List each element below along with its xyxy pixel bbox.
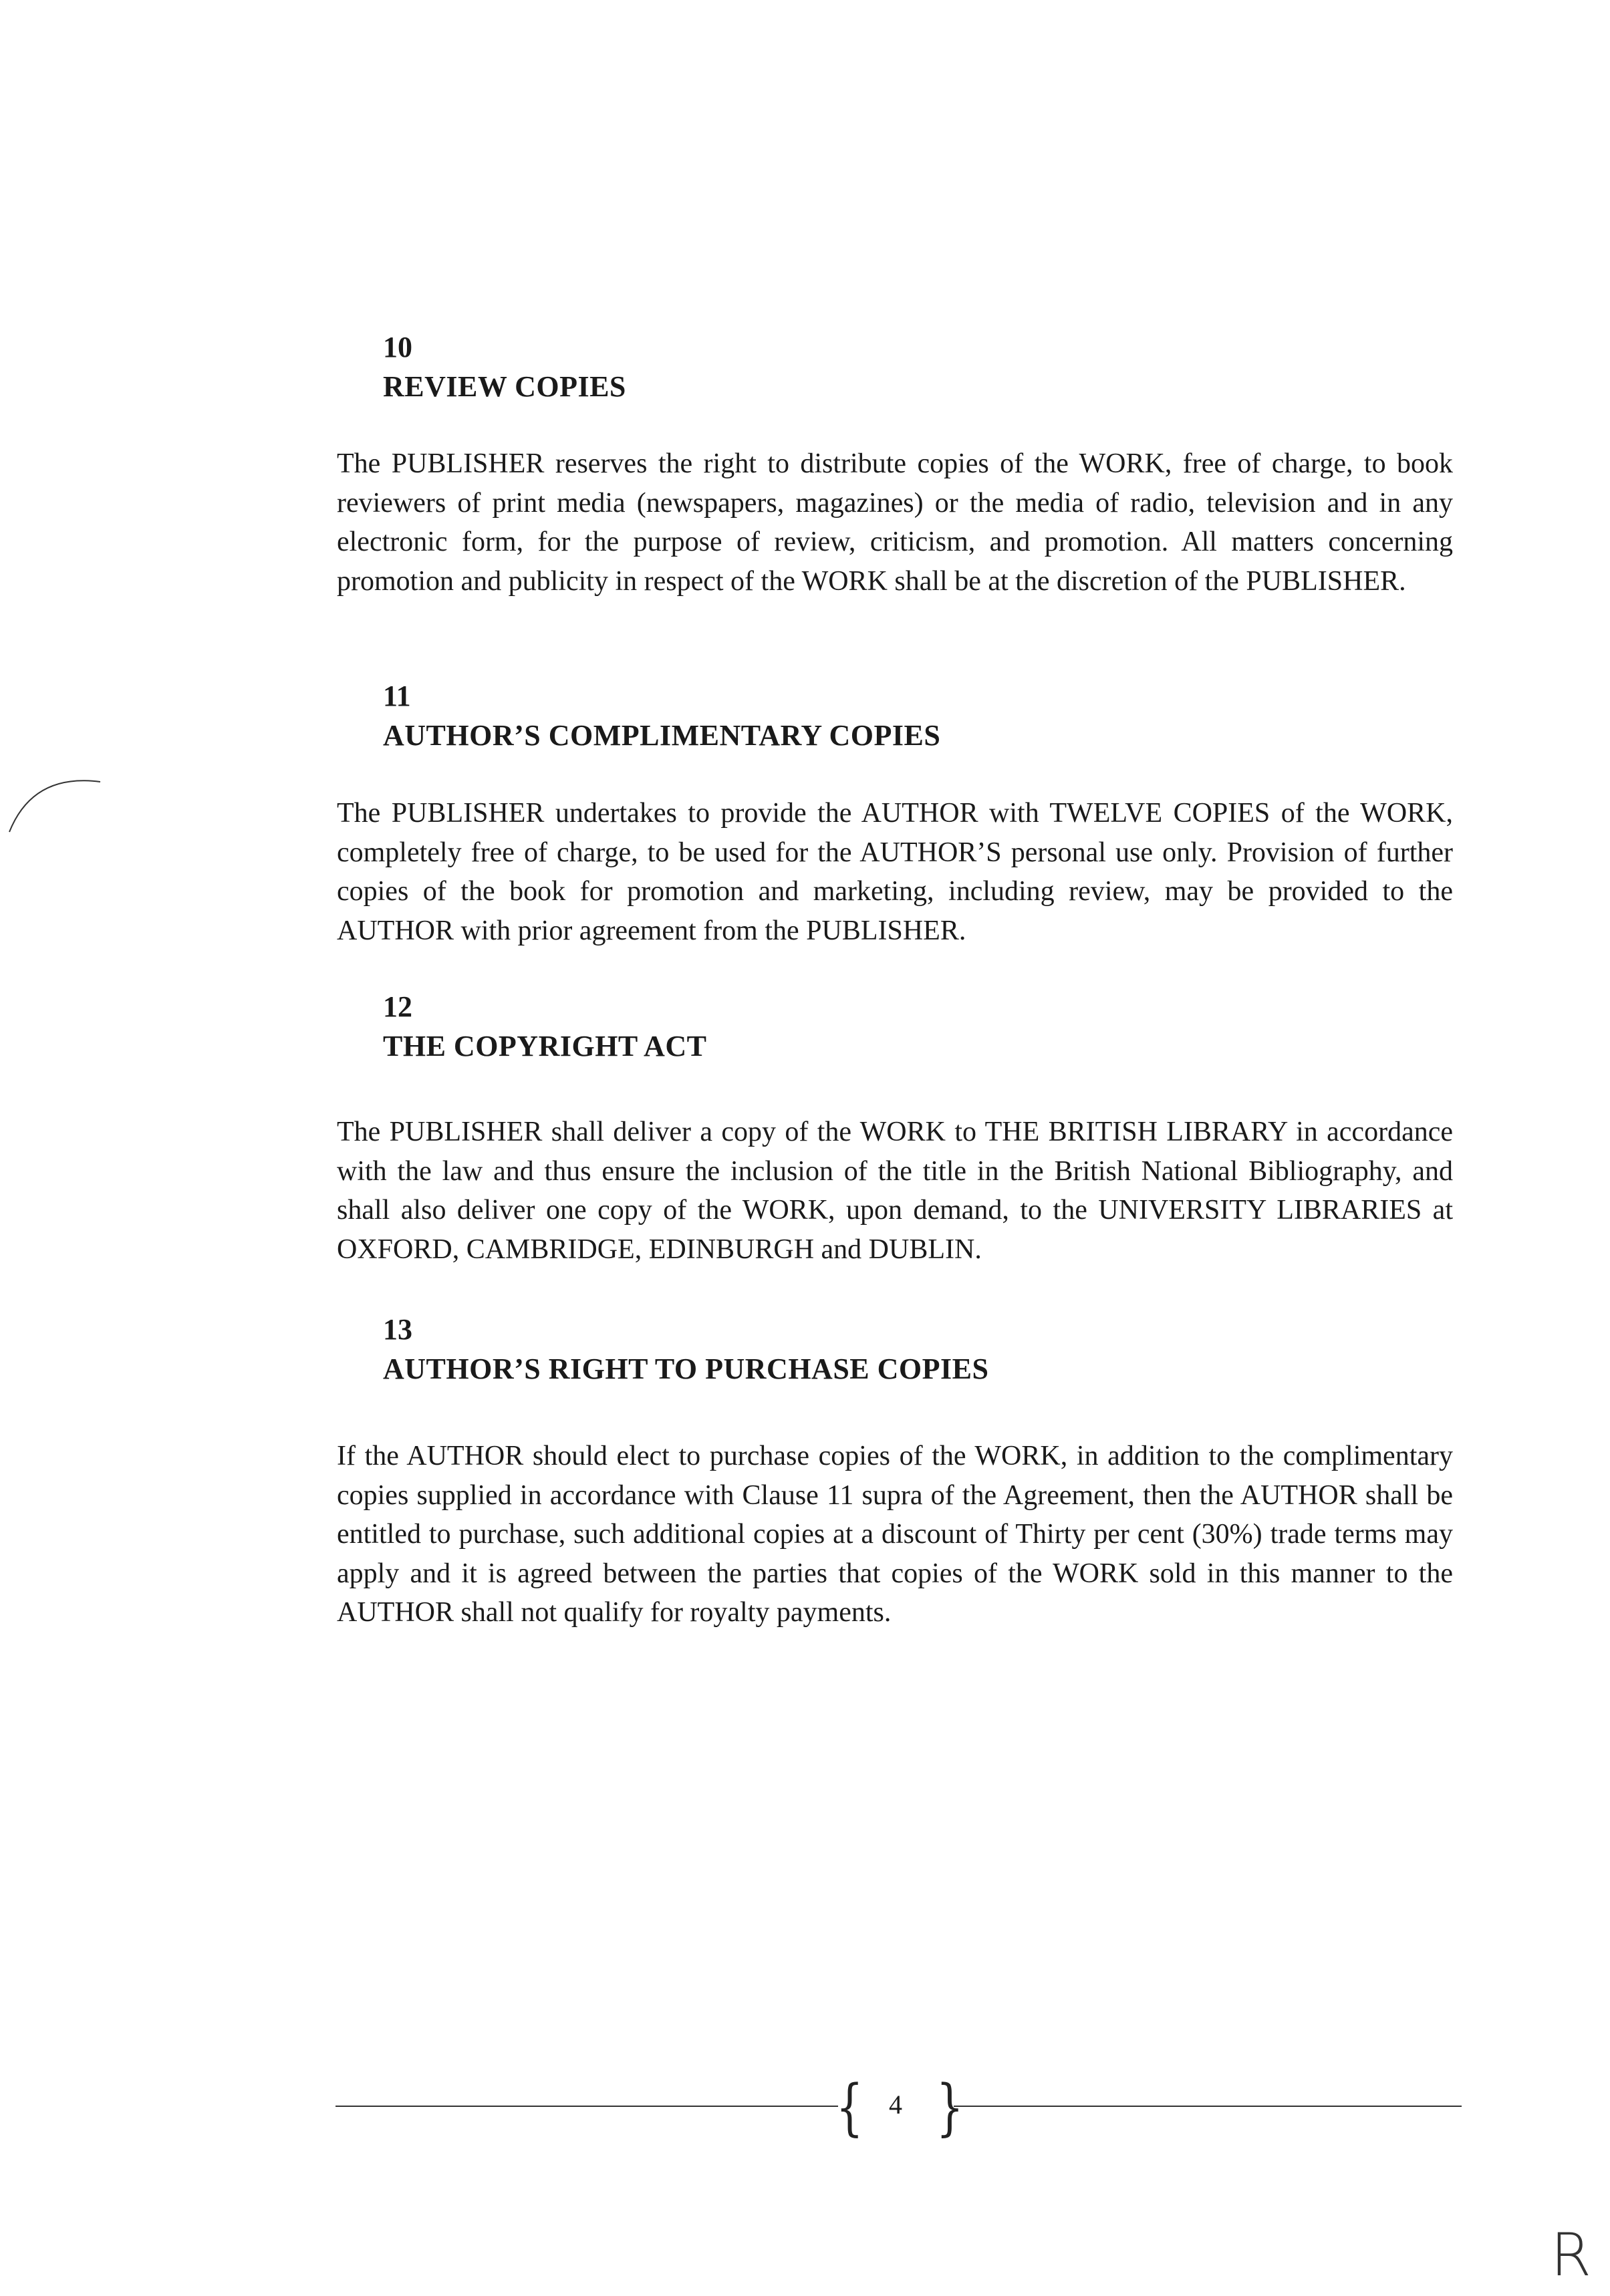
footer-brace-left: { [835, 2071, 863, 2143]
footer-rule-right [954, 2106, 1462, 2107]
footer-rule-left [336, 2106, 838, 2107]
clause-number: 11 [383, 680, 411, 712]
footer-brace-right: } [936, 2071, 964, 2143]
clause-heading: AUTHOR’S COMPLIMENTARY COPIES [383, 719, 941, 752]
handwritten-initial: R [1551, 2220, 1592, 2289]
clause-heading: REVIEW COPIES [383, 370, 626, 403]
clause-text: The PUBLISHER reserves the right to distribute copies of the WORK, free of charge, to book reviewers of print media (newspapers, magazines) or the media of radio, television and in any electronic form, for the purpose of review, criticism, and promotion. All matters concerning promotion and publicity in respect of the WORK shall be at the discretion of the PUBLISHER. [337, 448, 1453, 597]
clause-heading: THE COPYRIGHT ACT [383, 1030, 707, 1062]
clause-heading: AUTHOR’S RIGHT TO PURCHASE COPIES [383, 1352, 989, 1385]
clause-text: If the AUTHOR should elect to purchase copies of the WORK, in addition to the complimentary copies supplied in accordance with Clause 11 supra of the Agreement, then the AUTHOR shall be entitled to purchase, such additional copies at a discount of Thirty per cent (30%) trade terms may apply and it is agreed between the parties that copies of the WORK sold in this manner to the AUTHOR shall not qualify for royalty payments. [337, 1441, 1453, 1628]
clause-number: 12 [383, 990, 412, 1023]
margin-pen-stroke [0, 762, 114, 842]
clause-text: The PUBLISHER shall deliver a copy of the WORK to THE BRITISH LIBRARY in accordance with the law and thus ensure the inclusion of the title in the British National Bibliography, and shall also deliver one copy of the WORK, upon demand, to the UNIVERSITY LIBRARIES at OXFORD, CAMBRIDGE, EDINBURGH and DUBLIN. [337, 1117, 1453, 1265]
clause-number: 10 [383, 331, 412, 364]
clause-number: 13 [383, 1313, 412, 1346]
page-number: 4 [889, 2090, 902, 2120]
clause-text: The PUBLISHER undertakes to provide the AUTHOR with TWELVE COPIES of the WORK, completely free of charge, to be used for the AUTHOR’S personal use only. Provision of further copies of the book for promotion and marketing, including review, may be provided to the AUTHOR with prior agreement from the PUBLISHER. [337, 798, 1453, 946]
